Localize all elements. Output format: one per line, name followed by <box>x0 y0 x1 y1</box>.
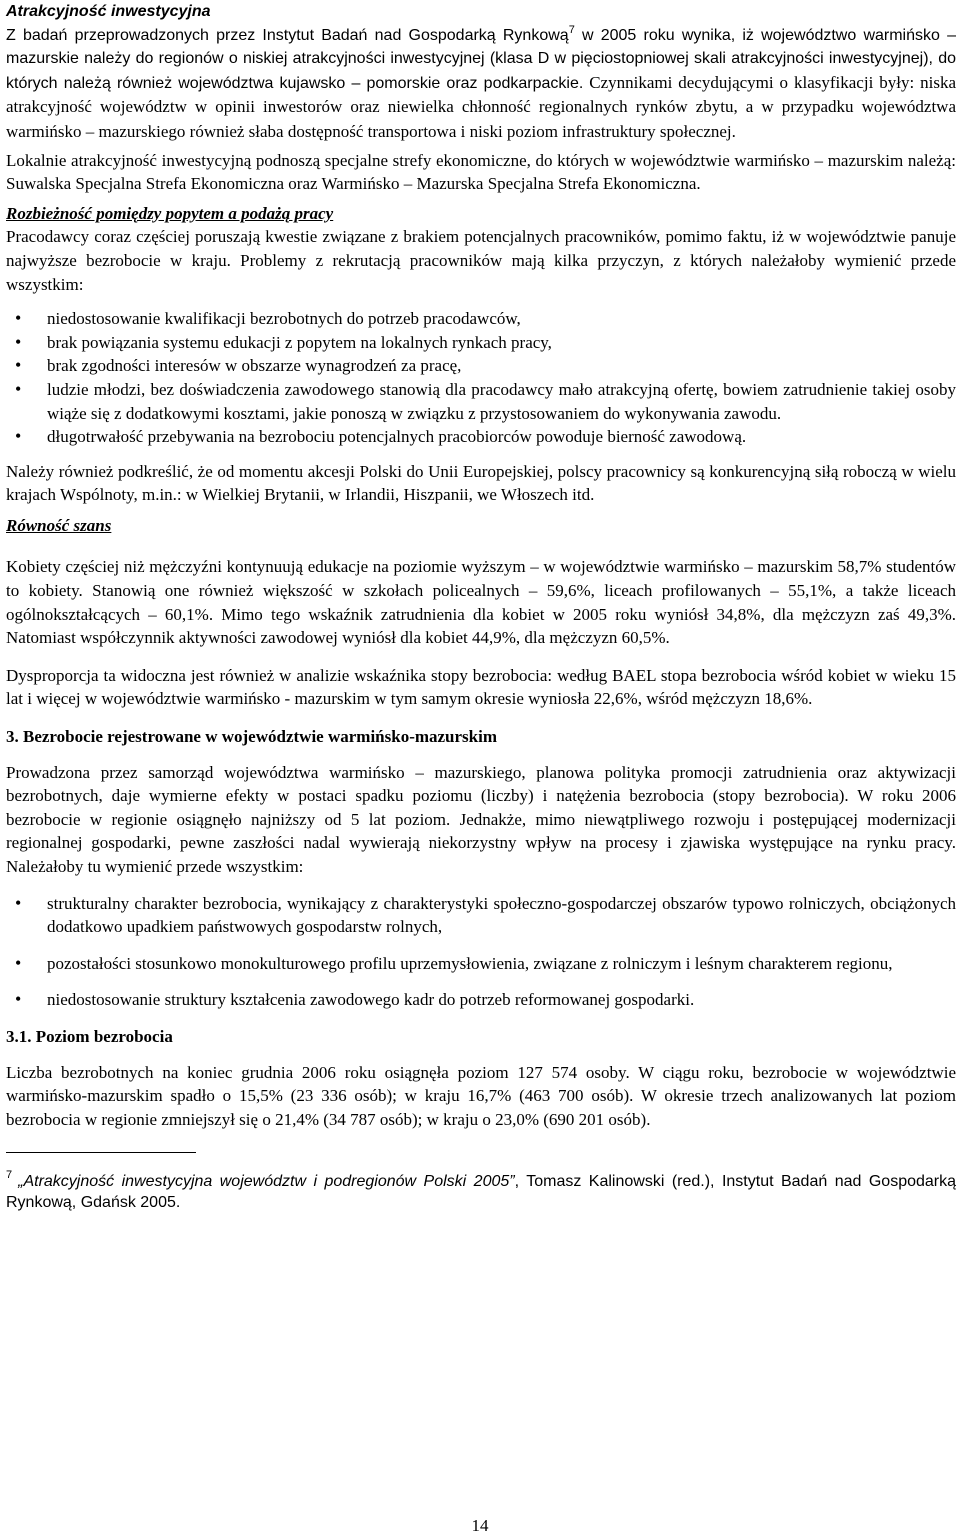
section-heading-unemployment: 3. Bezrobocie rejestrowane w województwie warmińsko-mazurskim <box>6 727 498 747</box>
list-item: • niedostosowanie kwalifikacji bezrobotnych do potrzeb pracodawców, <box>6 307 956 331</box>
list-item: • brak zgodności interesów w obszarze wynagrodzeń za pracę, <box>6 354 956 378</box>
list-item: • niedostosowanie struktury kształcenia zawodowego kadr do potrzeb reformowanej gospodarki. <box>6 988 956 1012</box>
paragraph-level: Liczba bezrobotnych na koniec grudnia 2006 roku osiągnęła poziom 127 574 osoby. W ciągu roku, bezrobocie w województwie warmińsko-mazurskim spadło o 15,5% (23 336 osób); w kraju 16,7% (463 700 osób). W okresie trzech analizowanych lat poziom bezrobocia w regionie zmniejszył się o 21,4% (34 787 osób); w kraju o 23,0% (690 201 osób). <box>6 1062 956 1129</box>
paragraph-investment <box>6 24 956 145</box>
list-item: • długotrwałość przebywania na bezrobociu potencjalnych pracobiorców powoduje bierność zawodową. <box>6 425 956 449</box>
footnote <box>6 1165 956 1213</box>
paragraph-equality: Kobiety częściej niż mężczyźni kontynuują edukacje na poziomie wyższym – w województwie warmińsko – mazurskim 58,7% studentów to kobiety. Stanowią one również większość w szkołach policealnych – 59,6%, liceach profilowanych – 55,1%, a także liceach ogólnokształcących – 60,1%. Mimo tego wskaźnik zatrudnienia dla kobiet w 2005 roku wyniósł 34,8%, dla mężczyzn zaś 49,3%. Natomiast współczynnik aktywności zawodowej wyniósł dla kobiet 44,9%, dla mężczyzn 60,5%. <box>6 557 956 648</box>
list-item: • strukturalny charakter bezrobocia, wynikający z charakterystyki społeczno-gospodarczej obszarów typowo rolniczych, obciążonych dodatkowo upadkiem państwowych gospodarstw rolnych, <box>6 892 956 939</box>
paragraph-eu-accession: Należy również podkreślić, że od momentu akcesji Polski do Unii Europejskiej, polscy pracownicy są konkurencyjną siłą roboczą w wielu krajach Wspólnoty, m.in.: w Wielkiej Brytanii, w Irlandii, Hiszpanii, we Włoszech itd. <box>6 461 956 505</box>
paragraph-economic-zones: Lokalnie atrakcyjność inwestycyjną podnoszą specjalne strefy ekonomiczne, do których w województwie warmińsko – mazurskim należą: Suwalska Specjalna Strefa Ekonomiczna oraz Warmińsko – Mazurska Specjalna Strefa Ekonomiczna. <box>6 150 956 194</box>
footnote-text: , Tomasz Kalinowski (red.), Instytut Badań nad Gospodarką Rynkową, Gdańsk 2005. <box>6 1173 957 1212</box>
footnote-divider <box>6 1152 196 1153</box>
list-item: • brak powiązania systemu edukacji z popytem na lokalnych rynkach pracy, <box>6 331 956 355</box>
heading-text: Rozbieżność pomiędzy popytem a podażą pracy <box>6 203 334 223</box>
heading-text: Równość szans <box>6 515 112 535</box>
paragraph-text: Z badań przeprowadzonych przez Instytut Badań nad Gospodarką Rynkową <box>6 26 569 44</box>
paragraph-unemployment: Prowadzona przez samorząd województwa warmińsko – mazurskiego, planowa polityka promocji zatrudnienia oraz aktywizacji bezrobotnych, daje wymierne efekty w postaci spadku poziomu (liczby) i natężenia bezrobocia (stopy bezrobocia). W roku 2006 bezrobocie w regionie osiągnęło najniższy od 5 lat poziom. Jednakże, mimo niewątpliwego rozwoju i postępującej modernizacji regionalnej gospodarki, pewne zaszłości nadal wywierają niekorzystny wpływ na procesy i zjawiska występujące na rynku pracy. Należałoby tu wymienić przede wszystkim: <box>6 762 956 876</box>
page-number: 14 <box>471 1516 489 1535</box>
list-item: • pozostałości stosunkowo monokulturowego profilu uprzemysłowienia, związane z rolniczym i leśnym charakterem regionu, <box>6 952 956 976</box>
heading-text: Atrakcyjność inwestycyjna <box>6 3 211 20</box>
section-heading-investment <box>6 0 956 24</box>
footnote-title: „Atrakcyjność inwestycyjna województw i podregionów Polski 2005” <box>18 1173 515 1191</box>
section-heading-labour <box>6 202 956 226</box>
paragraph-text: w 2005 roku wynika, iż województwo warmińsko – mazurskie należy do regionów o niskiej atrakcyjności inwestycyjnej (klasa D w pięciostopniowej skali atrakcyjności inwestycyjnej), do których należą również województwa kujawsko – pomorskie oraz podkarpackie. <box>6 26 956 92</box>
document-page <box>6 0 956 1213</box>
paragraph-labour: Pracodawcy coraz częściej poruszają kwestie związane z brakiem potencjalnych pracowników, pomimo faktu, iż w województwie panuje najwyższe bezrobocie w kraju. Problemy z rekrutacją pracowników mają kilka przyczyn, z których należałoby wymienić przede wszystkim: <box>6 227 956 294</box>
section-heading-level: 3.1. Poziom bezrobocia <box>6 1026 173 1046</box>
section-heading-equality <box>6 514 956 538</box>
footnote-mark: 7 <box>6 1169 13 1182</box>
footnote-reference: 7 <box>568 23 575 36</box>
bullet-list-labour <box>6 307 956 449</box>
list-item: • ludzie młodzi, bez doświadczenia zawodowego stanowią dla pracodawcy mało atrakcyjną ofertę, bowiem zatrudnienie takiej osoby wiąże się z dodatkowymi kosztami, jakie ponoszą w związku z przystosowaniem do wykonywania zawodu. <box>6 378 956 425</box>
bullet-list-unemployment <box>6 892 956 1012</box>
paragraph-disproportion: Dysproporcja ta widoczna jest również w analizie wskaźnika stopy bezrobocia: według BAEL stopa bezrobocia wśród kobiet w wieku 15 lat i więcej w województwie warmińsko - mazurskim w tym samym okresie wyniosła 22,6%, wśród mężczyzn 18,6%. <box>6 665 956 709</box>
paragraph-text: Czynnikami decydującymi o klasyfikacji były: niska atrakcyjność województw w opinii inwestorów oraz niewielka chłonność regionalnych rynków zbytu, a w przypadku województwa warmińsko – mazurskiego również słaba dostępność transportowa i niski poziom infrastruktury społecznej. <box>6 72 956 141</box>
